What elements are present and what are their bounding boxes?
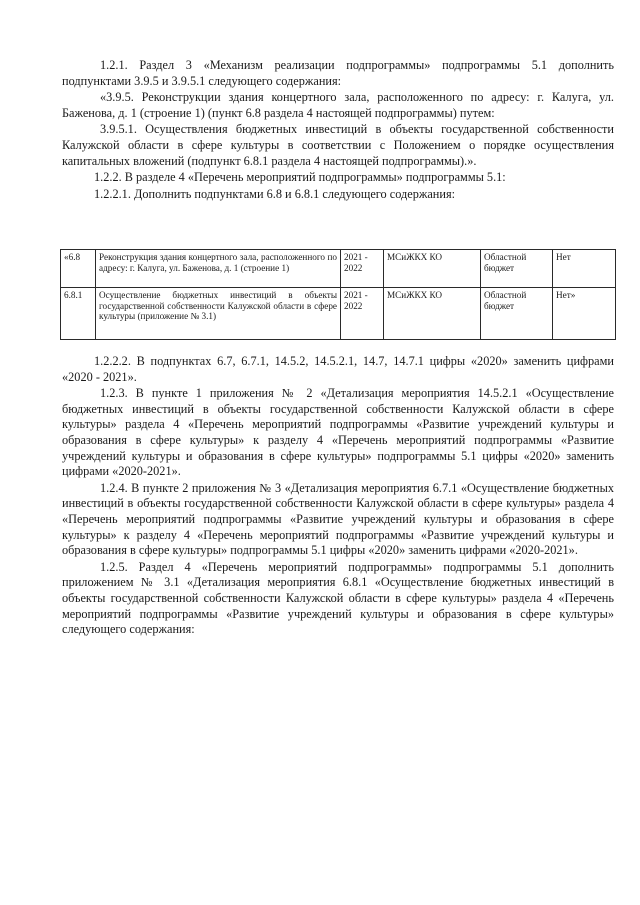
table-row — [61, 288, 616, 340]
paragraph-1-2-4: 1.2.4. В пункте 2 приложения № 3 «Детализация мероприятия 6.7.1 «Осуществление бюджетных инвестиций в объекты государственной собственности Калужской области в сфере культуры» раздела 4 «Перечень мероприятий подпрограммы «Развитие учреждений культуры и образования в сфере культуры» к разделу 4 «Перечень мероприятий подпрограммы «Развитие учреждений культуры и образования в сфере культуры» подпрограммы 5.1 цифры «2020» заменить цифрами «2020-2021». — [62, 480, 614, 558]
measure-executor: МСиЖКХ КО — [384, 288, 481, 340]
funding-source: Областной бюджет — [481, 250, 553, 288]
document-body-top — [62, 58, 614, 202]
measure-years: 2021 - 2022 — [341, 250, 384, 288]
funding-amount: Нет» — [553, 288, 616, 340]
paragraph-1-2-2: 1.2.2. В разделе 4 «Перечень мероприятий подпрограммы» подпрограммы 5.1: — [94, 170, 506, 185]
measure-name: Реконструкция здания концертного зала, расположенного по адресу: г. Калуга, ул. Баженова, д. 1 (строение 1) — [96, 250, 341, 288]
measure-name: Осуществление бюджетных инвестиций в объекты государственной собственности Калужской области в сфере культуры (приложение № 3.1) — [96, 288, 341, 340]
paragraph-1-2-2-1: 1.2.2.1. Дополнить подпунктами 6.8 и 6.8.1 следующего содержания: — [94, 186, 456, 201]
funding-amount: Нет — [553, 250, 616, 288]
funding-source: Областной бюджет — [481, 288, 553, 340]
paragraph-1-2-1: 1.2.1. Раздел 3 «Механизм реализации подпрограммы» подпрограммы 5.1 дополнить подпунктами 3.9.5 и 3.9.5.1 следующего содержания: — [62, 58, 614, 88]
paragraph-1-2-2-2: 1.2.2.2. В подпунктах 6.7, 6.7.1, 14.5.2, 14.5.2.1, 14.7, 14.7.1 цифры «2020» заменить цифрами «2020 - 2021». — [62, 354, 614, 384]
measure-executor: МСиЖКХ КО — [384, 250, 481, 288]
measure-years: 2021 - 2022 — [341, 288, 384, 340]
measures-table — [60, 249, 616, 340]
paragraph-3-9-5-1: 3.9.5.1. Осуществления бюджетных инвестиций в объекты государственной собственности Калужской области в сфере культуры в соответствии с Положением о порядке осуществления капитальных вложений (подпункт 6.8.1 раздела 4 настоящей подпрограммы).». — [62, 122, 614, 168]
paragraph-3-9-5: «3.9.5. Реконструкции здания концертного зала, расположенного по адресу: г. Калуга, ул. Баженова, д. 1 (строение 1) (пункт 6.8 раздела 4 настоящей подпрограммы) путем: — [62, 90, 614, 120]
row-number: 6.8.1 — [61, 288, 96, 340]
paragraph-1-2-3: 1.2.3. В пункте 1 приложения № 2 «Детализация мероприятия 14.5.2.1 «Осуществление бюджетных инвестиций в объекты государственной собственности Калужской области в сфере культуры» раздела 4 «Перечень мероприятий подпрограммы «Развитие учреждений культуры и образования в сфере культуры» к разделу 4 «Перечень мероприятий подпрограммы «Развитие учреждений культуры и образования в сфере культуры» подпрограммы 5.1 цифры «2020» заменить цифрами «2020-2021». — [62, 386, 614, 479]
document-body-bottom — [62, 354, 614, 638]
table-row — [61, 250, 616, 288]
paragraph-1-2-5: 1.2.5. Раздел 4 «Перечень мероприятий подпрограммы» подпрограммы 5.1 дополнить приложением № 3.1 «Детализация мероприятия 6.8.1 «Осуществление бюджетных инвестиций в объекты государственной собственности Калужской области в сфере культуры» раздела 4 «Перечень мероприятий подпрограммы «Развитие учреждений культуры и образования в сфере культуры» следующего содержания: — [62, 559, 614, 637]
row-number: «6.8 — [61, 250, 96, 288]
